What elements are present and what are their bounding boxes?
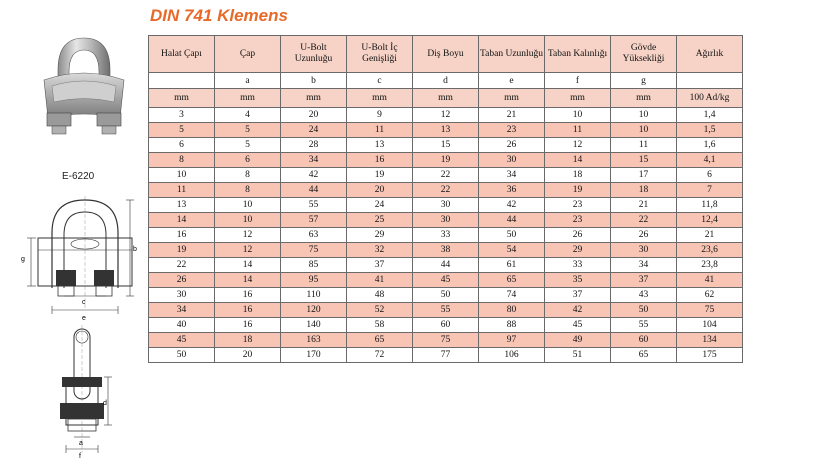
- table-cell: 45: [545, 318, 611, 333]
- table-cell: 140: [281, 318, 347, 333]
- table-cell: 60: [611, 333, 677, 348]
- symbol-row: [149, 73, 743, 89]
- table-row: [149, 318, 743, 333]
- table-cell: 37: [611, 273, 677, 288]
- table-cell: 9: [347, 108, 413, 123]
- table-cell: 14: [149, 213, 215, 228]
- table-cell: 50: [413, 288, 479, 303]
- table-cell: 11: [611, 138, 677, 153]
- table-cell: 19: [149, 243, 215, 258]
- unit-cell: mm: [347, 89, 413, 108]
- unit-cell: mm: [479, 89, 545, 108]
- table-cell: 33: [413, 228, 479, 243]
- header-cell: Ağırlık: [677, 36, 743, 73]
- table-cell: 34: [281, 153, 347, 168]
- table-cell: 3: [149, 108, 215, 123]
- table-cell: 52: [347, 303, 413, 318]
- table-cell: 42: [479, 198, 545, 213]
- table-cell: 19: [545, 183, 611, 198]
- symbol-cell: g: [611, 73, 677, 89]
- table-cell: 49: [545, 333, 611, 348]
- table-cell: 30: [413, 198, 479, 213]
- table-cell: 44: [281, 183, 347, 198]
- table-cell: 75: [281, 243, 347, 258]
- table-cell: 10: [611, 123, 677, 138]
- table-cell: 37: [347, 258, 413, 273]
- table-cell: 38: [413, 243, 479, 258]
- table-cell: 8: [215, 183, 281, 198]
- table-cell: 37: [545, 288, 611, 303]
- table-cell: 13: [347, 138, 413, 153]
- table-cell: 29: [347, 228, 413, 243]
- side-view-drawing: [0, 325, 148, 460]
- table-cell: 163: [281, 333, 347, 348]
- table-cell: 75: [413, 333, 479, 348]
- table-cell: 11: [545, 123, 611, 138]
- table-cell: 75: [677, 303, 743, 318]
- table-cell: 55: [611, 318, 677, 333]
- svg-text:f: f: [79, 453, 81, 460]
- table-cell: 15: [413, 138, 479, 153]
- spec-table: [148, 35, 743, 363]
- table-row: [149, 198, 743, 213]
- table-cell: 16: [149, 228, 215, 243]
- table-cell: 55: [413, 303, 479, 318]
- table-cell: 11,8: [677, 198, 743, 213]
- table-cell: 51: [545, 348, 611, 363]
- table-cell: 25: [347, 213, 413, 228]
- table-row: [149, 288, 743, 303]
- table-cell: 74: [479, 288, 545, 303]
- table-cell: 104: [677, 318, 743, 333]
- table-cell: 42: [281, 168, 347, 183]
- table-cell: 110: [281, 288, 347, 303]
- table-cell: 50: [149, 348, 215, 363]
- header-cell: Taban Kalınlığı: [545, 36, 611, 73]
- table-cell: 41: [347, 273, 413, 288]
- table-cell: 10: [611, 108, 677, 123]
- header-cell: Taban Uzunluğu: [479, 36, 545, 73]
- symbol-cell: [149, 73, 215, 89]
- table-cell: 134: [677, 333, 743, 348]
- table-cell: 23: [479, 123, 545, 138]
- table-cell: 63: [281, 228, 347, 243]
- table-cell: 10: [215, 213, 281, 228]
- unit-cell: mm: [611, 89, 677, 108]
- symbol-cell: b: [281, 73, 347, 89]
- table-cell: 19: [413, 153, 479, 168]
- symbol-cell: a: [215, 73, 281, 89]
- table-cell: 29: [545, 243, 611, 258]
- header-cell: Gövde Yüksekliği: [611, 36, 677, 73]
- table-cell: 21: [479, 108, 545, 123]
- table-cell: 36: [479, 183, 545, 198]
- table-cell: 45: [149, 333, 215, 348]
- table-cell: 95: [281, 273, 347, 288]
- table-cell: 57: [281, 213, 347, 228]
- symbol-cell: [677, 73, 743, 89]
- table-cell: 32: [347, 243, 413, 258]
- table-cell: 20: [215, 348, 281, 363]
- table-cell: 8: [149, 153, 215, 168]
- table-cell: 14: [215, 258, 281, 273]
- table-cell: 30: [611, 243, 677, 258]
- table-cell: 44: [413, 258, 479, 273]
- table-cell: 48: [347, 288, 413, 303]
- table-cell: 16: [215, 288, 281, 303]
- unit-cell: mm: [545, 89, 611, 108]
- table-cell: 34: [479, 168, 545, 183]
- table-cell: 4: [215, 108, 281, 123]
- table-row: [149, 243, 743, 258]
- table-cell: 80: [479, 303, 545, 318]
- table-cell: 19: [347, 168, 413, 183]
- table-cell: 23: [545, 213, 611, 228]
- unit-cell: mm: [215, 89, 281, 108]
- table-cell: 24: [281, 123, 347, 138]
- table-cell: 6: [215, 153, 281, 168]
- table-row: [149, 153, 743, 168]
- table-cell: 30: [149, 288, 215, 303]
- table-cell: 14: [215, 273, 281, 288]
- table-cell: 33: [545, 258, 611, 273]
- table-cell: 12: [413, 108, 479, 123]
- table-row: [149, 303, 743, 318]
- table-row: [149, 273, 743, 288]
- table-cell: 61: [479, 258, 545, 273]
- table-cell: 21: [611, 198, 677, 213]
- table-cell: 34: [611, 258, 677, 273]
- table-row: [149, 333, 743, 348]
- unit-cell: mm: [149, 89, 215, 108]
- table-cell: 54: [479, 243, 545, 258]
- table-cell: 22: [611, 213, 677, 228]
- symbol-cell: e: [479, 73, 545, 89]
- table-row: [149, 108, 743, 123]
- table-row: [149, 123, 743, 138]
- table-cell: 22: [413, 183, 479, 198]
- table-cell: 11: [149, 183, 215, 198]
- unit-cell: 100 Ad/kg: [677, 89, 743, 108]
- table-cell: 12,4: [677, 213, 743, 228]
- table-cell: 41: [677, 273, 743, 288]
- header-cell: Diş Boyu: [413, 36, 479, 73]
- table-cell: 12: [215, 243, 281, 258]
- table-cell: 20: [347, 183, 413, 198]
- table-row: [149, 138, 743, 153]
- table-cell: 120: [281, 303, 347, 318]
- table-row: [149, 258, 743, 273]
- table-cell: 30: [479, 153, 545, 168]
- table-cell: 4,1: [677, 153, 743, 168]
- table-cell: 44: [479, 213, 545, 228]
- table-cell: 15: [611, 153, 677, 168]
- table-cell: 13: [149, 198, 215, 213]
- table-cell: 10: [149, 168, 215, 183]
- table-cell: 34: [149, 303, 215, 318]
- table-cell: 106: [479, 348, 545, 363]
- table-cell: 5: [149, 123, 215, 138]
- table-cell: 7: [677, 183, 743, 198]
- table-row: [149, 213, 743, 228]
- table-cell: 55: [281, 198, 347, 213]
- table-cell: 26: [611, 228, 677, 243]
- header-cell: Halat Çapı: [149, 36, 215, 73]
- table-cell: 16: [347, 153, 413, 168]
- unit-cell: mm: [281, 89, 347, 108]
- table-cell: 35: [545, 273, 611, 288]
- table-row: [149, 228, 743, 243]
- table-cell: 65: [347, 333, 413, 348]
- table-cell: 12: [545, 138, 611, 153]
- table-cell: 58: [347, 318, 413, 333]
- table-cell: 23: [545, 198, 611, 213]
- svg-text:a: a: [79, 440, 83, 447]
- table-cell: 16: [215, 303, 281, 318]
- header-cell: U-Bolt Uzunluğu: [281, 36, 347, 73]
- table-cell: 6: [677, 168, 743, 183]
- table-cell: 24: [347, 198, 413, 213]
- table-cell: 60: [413, 318, 479, 333]
- table-cell: 50: [479, 228, 545, 243]
- table-cell: 26: [479, 138, 545, 153]
- table-cell: 77: [413, 348, 479, 363]
- symbol-cell: f: [545, 73, 611, 89]
- table-cell: 14: [545, 153, 611, 168]
- table-cell: 45: [413, 273, 479, 288]
- header-cell: U-Bolt İç Genişliği: [347, 36, 413, 73]
- svg-text:d: d: [103, 400, 107, 407]
- svg-text:b: b: [133, 246, 137, 253]
- table-cell: 88: [479, 318, 545, 333]
- table-cell: 8: [215, 168, 281, 183]
- table-cell: 11: [347, 123, 413, 138]
- page-title: DIN 741 Klemens: [150, 6, 288, 25]
- header-row: [149, 36, 743, 73]
- table-cell: 65: [611, 348, 677, 363]
- table-cell: 21: [677, 228, 743, 243]
- table-row: [149, 168, 743, 183]
- table-cell: 13: [413, 123, 479, 138]
- table-cell: 18: [545, 168, 611, 183]
- table-cell: 42: [545, 303, 611, 318]
- table-cell: 50: [611, 303, 677, 318]
- table-cell: 72: [347, 348, 413, 363]
- symbol-cell: c: [347, 73, 413, 89]
- table-cell: 85: [281, 258, 347, 273]
- diagram-panel: [0, 0, 148, 460]
- unit-row: [149, 89, 743, 108]
- svg-text:e: e: [82, 315, 86, 322]
- table-cell: 10: [545, 108, 611, 123]
- table-cell: 40: [149, 318, 215, 333]
- table-cell: 17: [611, 168, 677, 183]
- table-cell: 23,6: [677, 243, 743, 258]
- symbol-cell: d: [413, 73, 479, 89]
- table-cell: 1,5: [677, 123, 743, 138]
- svg-text:g: g: [21, 256, 25, 263]
- table-cell: 97: [479, 333, 545, 348]
- table-cell: 10: [215, 198, 281, 213]
- spec-table-body: [149, 108, 743, 363]
- table-cell: 12: [215, 228, 281, 243]
- front-view-drawing: [0, 188, 148, 328]
- table-cell: 18: [611, 183, 677, 198]
- table-cell: 26: [149, 273, 215, 288]
- table-cell: 22: [149, 258, 215, 273]
- table-row: [149, 183, 743, 198]
- table-cell: 62: [677, 288, 743, 303]
- product-code: E-6220: [62, 171, 95, 182]
- svg-text:c: c: [82, 299, 86, 306]
- table-cell: 23,8: [677, 258, 743, 273]
- table-cell: 1,4: [677, 108, 743, 123]
- table-cell: 26: [545, 228, 611, 243]
- table-row: [149, 348, 743, 363]
- table-cell: 22: [413, 168, 479, 183]
- table-cell: 28: [281, 138, 347, 153]
- table-cell: 20: [281, 108, 347, 123]
- table-cell: 175: [677, 348, 743, 363]
- table-cell: 170: [281, 348, 347, 363]
- table-cell: 65: [479, 273, 545, 288]
- table-cell: 5: [215, 138, 281, 153]
- unit-cell: mm: [413, 89, 479, 108]
- wire-rope-clip-photo: [0, 0, 148, 140]
- table-cell: 43: [611, 288, 677, 303]
- header-cell: Çap: [215, 36, 281, 73]
- table-cell: 18: [215, 333, 281, 348]
- table-cell: 30: [413, 213, 479, 228]
- table-cell: 16: [215, 318, 281, 333]
- table-cell: 5: [215, 123, 281, 138]
- table-cell: 1,6: [677, 138, 743, 153]
- table-cell: 6: [149, 138, 215, 153]
